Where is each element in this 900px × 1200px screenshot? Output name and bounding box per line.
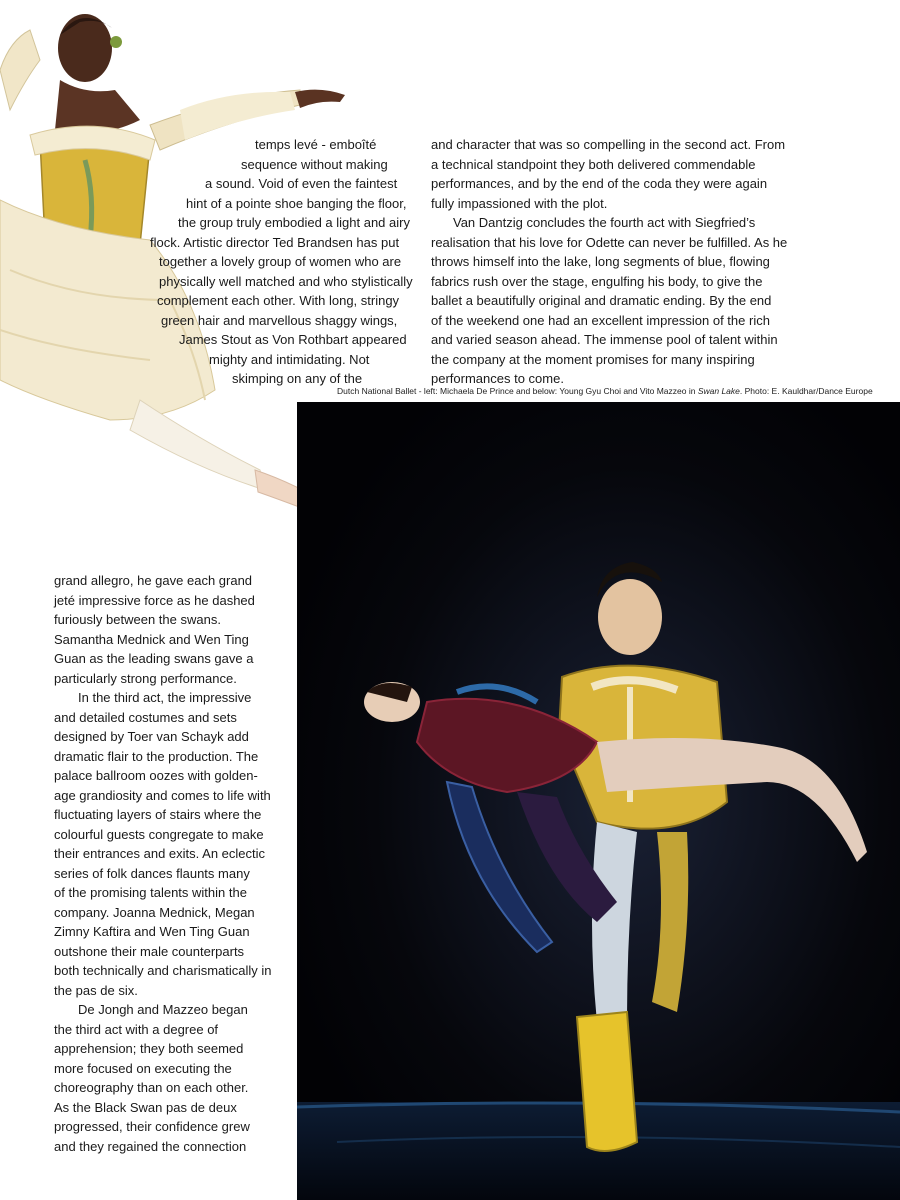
text-line: In the third act, the impressive (78, 690, 252, 705)
text-line: their entrances and exits. An eclectic (54, 846, 266, 861)
text-line: palace ballroom oozes with golden- (54, 768, 258, 783)
article-text-bottom-left (54, 571, 294, 1156)
caption-title: Swan Lake (697, 386, 740, 396)
text-line: jeté impressive force as he dashed (54, 592, 255, 608)
text-line: particularly strong performance. (54, 670, 237, 686)
text-line: performances, and by the end of the coda they were again (431, 176, 768, 191)
text-line: complement each other. With long, stringy (157, 293, 400, 308)
text-line: the pas de six. (54, 982, 138, 998)
pas-de-deux-photo (297, 402, 900, 1200)
text-line: Samantha Mednick and Wen Ting (54, 631, 249, 647)
text-line: hint of a pointe shoe banging the floor, (186, 195, 407, 211)
text-line: dramatic flair to the production. The (54, 748, 259, 764)
text-line: grand allegro, he gave each grand (54, 573, 253, 588)
text-line: the company at the moment promises for many inspiring (431, 351, 755, 367)
text-line: De Jongh and Mazzeo began (78, 1002, 248, 1017)
text-line: As the Black Swan pas de deux (54, 1099, 237, 1115)
text-line: and varied season ahead. The immense pool of talent within (431, 332, 778, 347)
text-line: temps levé - emboîté (255, 137, 377, 152)
text-line: performances to come. (431, 371, 564, 386)
text-line: age grandiosity and comes to life with (54, 787, 271, 803)
text-line: fluctuating layers of stairs where the (54, 807, 262, 822)
text-line: a sound. Void of even the faintest (205, 176, 398, 191)
caption-prefix: Dutch National Ballet - left: Michaela De Prince and below: Young Gyu Choi and Vito Mazzeo in (337, 386, 698, 396)
article-text-top-left (0, 135, 413, 389)
text-line: green hair and marvellous shaggy wings, (161, 312, 398, 328)
text-line: progressed, their confidence grew (54, 1119, 250, 1134)
text-line: fully impassioned with the plot. (431, 195, 608, 211)
caption-suffix: . Photo: E. Kauldhar/Dance Europe (739, 386, 873, 396)
pas-de-deux-illustration (297, 402, 900, 1200)
text-line: physically well matched and who stylistically (159, 273, 413, 289)
text-line: a technical standpoint they both delivered commendable (431, 156, 756, 172)
text-line: more focused on executing the (54, 1060, 232, 1076)
text-line: outshone their male counterparts (54, 943, 245, 959)
text-line: both technically and charismatically in (54, 963, 272, 978)
text-line: and they regained the connection (54, 1138, 247, 1154)
text-line: colourful guests congregate to make (54, 826, 264, 842)
article-text-top-right (431, 135, 891, 389)
text-line: Guan as the leading swans gave a (54, 651, 254, 666)
text-line: of the weekend one had an excellent impression of the rich (431, 312, 770, 328)
photo-caption (337, 386, 873, 396)
text-line: company. Joanna Mednick, Megan (54, 904, 255, 920)
text-line: Van Dantzig concludes the fourth act with Siegfried’s (453, 215, 756, 230)
text-line: ballet a beautifully original and dramatic ending. By the end (431, 293, 772, 308)
text-line: choreography than on each other. (54, 1080, 249, 1095)
text-line: skimping on any of the (232, 371, 363, 386)
text-line: realisation that his love for Odette can never be fulfilled. As he (431, 234, 788, 250)
text-line: flock. Artistic director Ted Brandsen has put (150, 234, 400, 250)
text-line: mighty and intimidating. Not (209, 351, 370, 367)
text-line: and character that was so compelling in the second act. From (431, 137, 786, 152)
text-line: throws himself into the lake, long segments of blue, flowing (431, 254, 770, 269)
text-line: apprehension; they both seemed (54, 1041, 244, 1056)
text-line: James Stout as Von Rothbart appeared (179, 332, 407, 347)
text-line: of the promising talents within the (54, 885, 247, 900)
text-line: and detailed costumes and sets (54, 709, 237, 725)
text-line: designed by Toer van Schayk add (54, 729, 249, 744)
text-line: sequence without making (241, 156, 388, 172)
text-line: furiously between the swans. (54, 612, 221, 627)
text-line: together a lovely group of women who are (159, 254, 402, 269)
text-line: fabrics rush over the stage, engulfing his body, to give the (431, 273, 763, 289)
text-line: series of folk dances flaunts many (54, 865, 250, 881)
text-line: Zimny Kaftira and Wen Ting Guan (54, 924, 250, 939)
text-line: the group truly embodied a light and airy (178, 215, 410, 230)
text-line: the third act with a degree of (54, 1021, 219, 1037)
